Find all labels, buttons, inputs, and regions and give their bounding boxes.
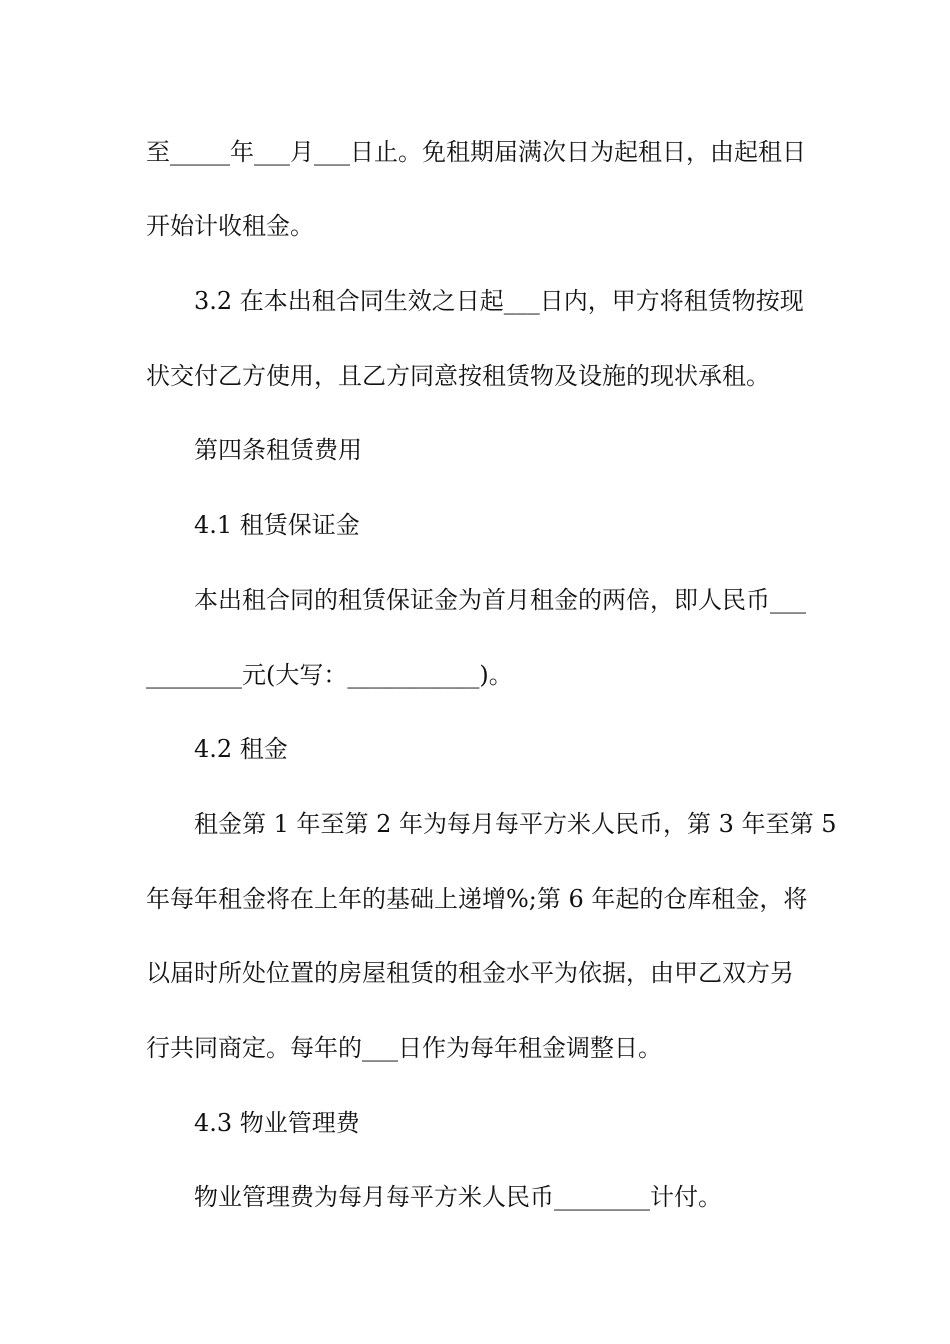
paragraph-line: 年每年租金将在上年的基础上递增%;第 6 年起的仓库租金，将: [146, 885, 808, 913]
paragraph-line: 本出租合同的租赁保证金为首月租金的两倍，即人民币___: [194, 586, 806, 614]
paragraph-line: 行共同商定。每年的___日作为每年租金调整日。: [146, 1034, 662, 1062]
paragraph-line: 租金第 1 年至第 2 年为每月每平方米人民币，第 3 年至第 5: [194, 810, 837, 838]
section-4-1-heading: 4.1 租赁保证金: [194, 511, 360, 539]
paragraph-line: 物业管理费为每月每平方米人民币________计付。: [194, 1183, 722, 1211]
article-4-heading: 第四条租赁费用: [194, 436, 362, 464]
clause-3-2-line: 3.2 在本出租合同生效之日起___日内，甲方将租赁物按现: [194, 287, 804, 315]
paragraph-line: 状交付乙方使用，且乙方同意按租赁物及设施的现状承租。: [146, 362, 770, 390]
paragraph-line: ________元(大写：___________)。: [146, 661, 513, 689]
paragraph-line: 以届时所处位置的房屋租赁的租金水平为依据，由甲乙双方另: [146, 959, 794, 987]
section-4-3-heading: 4.3 物业管理费: [194, 1109, 360, 1137]
paragraph-line: 开始计收租金。: [146, 212, 314, 240]
section-4-2-heading: 4.2 租金: [194, 735, 288, 763]
paragraph-line: 至_____年___月___日止。免租期届满次日为起租日，由起租日: [146, 138, 806, 166]
